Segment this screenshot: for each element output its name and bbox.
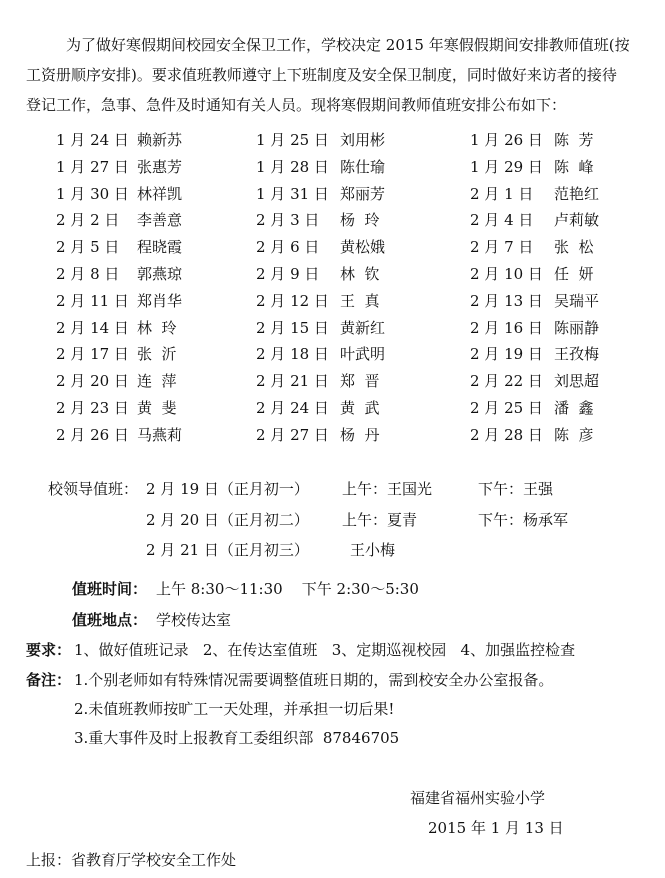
duty-date: 2 月 10 日	[470, 265, 543, 283]
duty-teacher: 刘用彬	[340, 131, 386, 149]
duty-date: 2 月 25 日	[470, 399, 543, 417]
report-line: 上报：省教育厅学校安全工作处	[26, 851, 237, 869]
duty-date: 2 月 23 日	[56, 399, 129, 417]
duty-date: 2 月 13 日	[470, 291, 543, 310]
duty-time-label: 值班时间：	[72, 580, 148, 598]
leader-pm: 下午：杨承军	[478, 511, 569, 529]
duty-teacher: 林祥凯	[137, 184, 183, 203]
duty-teacher: 赖新苏	[137, 131, 183, 149]
requirements-label: 要求：	[26, 641, 72, 659]
duty-date: 2 月 17 日	[56, 345, 129, 364]
duty-date: 2 月 15 日	[256, 318, 329, 337]
duty-date: 2 月 7 日	[470, 238, 534, 257]
duty-teacher: 陈 彦	[554, 425, 594, 444]
duty-place-value: 学校传达室	[156, 611, 232, 629]
duty-date: 1 月 29 日	[470, 157, 543, 176]
duty-date: 1 月 31 日	[256, 184, 329, 203]
duty-date: 1 月 30 日	[56, 184, 129, 203]
duty-teacher: 杨 丹	[340, 425, 380, 444]
signature-date: 2015 年 1 月 13 日	[428, 819, 564, 837]
leader-am: 上午：王国光	[342, 480, 433, 498]
duty-date: 2 月 24 日	[256, 399, 329, 417]
duty-date: 1 月 28 日	[256, 157, 329, 176]
duty-teacher: 张 沂	[137, 345, 177, 364]
duty-teacher: 王 真	[340, 291, 380, 310]
duty-teacher: 郑丽芳	[340, 184, 386, 203]
duty-date: 2 月 11 日	[56, 291, 129, 310]
leader-date: 2 月 21 日（正月初三）	[146, 541, 309, 559]
duty-teacher: 郑 晋	[340, 372, 380, 391]
duty-date: 2 月 28 日	[470, 425, 543, 444]
duty-date: 2 月 8 日	[56, 265, 120, 283]
duty-date: 2 月 27 日	[256, 425, 329, 444]
duty-teacher: 王孜梅	[554, 345, 600, 364]
duty-teacher: 程晓霞	[137, 238, 183, 257]
duty-date: 2 月 16 日	[470, 318, 543, 337]
duty-teacher: 李善意	[137, 211, 183, 230]
note-item: 2.未值班教师按旷工一天处理，并承担一切后果!	[74, 700, 395, 718]
duty-teacher: 任 妍	[554, 265, 594, 283]
duty-teacher: 潘 鑫	[554, 399, 594, 417]
duty-date: 1 月 27 日	[56, 157, 129, 176]
duty-date: 2 月 22 日	[470, 372, 543, 391]
duty-teacher: 张惠芳	[137, 157, 183, 176]
requirements-value: 1、做好值班记录 2、在传达室值班 3、定期巡视校园 4、加强监控检查	[74, 641, 576, 659]
duty-date: 2 月 21 日	[256, 372, 329, 391]
leader-date: 2 月 20 日（正月初二）	[146, 511, 309, 529]
duty-date: 1 月 24 日	[56, 131, 129, 149]
duty-teacher: 杨 玲	[340, 211, 380, 230]
duty-teacher: 陈 峰	[554, 157, 594, 176]
duty-teacher: 黄新红	[340, 318, 386, 337]
duty-date: 2 月 20 日	[56, 372, 129, 391]
duty-time-value: 上午 8:30～11:30 下午 2:30～5:30	[156, 580, 419, 598]
duty-place-label: 值班地点：	[72, 611, 148, 629]
duty-teacher: 郑肖华	[137, 291, 183, 310]
leader-am: 王小梅	[350, 541, 396, 559]
duty-date: 2 月 18 日	[256, 345, 329, 364]
signature-org: 福建省福州实验小学	[410, 789, 546, 807]
duty-date: 2 月 1 日	[470, 184, 534, 203]
duty-date: 2 月 2 日	[56, 211, 120, 230]
notes-label: 备注：	[26, 671, 72, 689]
leader-am: 上午：夏青	[342, 511, 418, 529]
duty-teacher: 郭燕琼	[137, 265, 183, 283]
note-item: 1.个别老师如有特殊情况需要调整值班日期的，需到校安全办公室报备。	[74, 671, 554, 689]
duty-teacher: 黄 斐	[137, 399, 177, 417]
duty-date: 2 月 14 日	[56, 318, 129, 337]
duty-teacher: 陈 芳	[554, 131, 594, 149]
leader-date: 2 月 19 日（正月初一）	[146, 480, 309, 498]
intro-line-3: 登记工作，急事、急件及时通知有关人员。现将寒假期间教师值班安排公布如下：	[26, 96, 567, 114]
duty-teacher: 吴瑞平	[554, 291, 600, 310]
duty-teacher: 陈仕瑜	[340, 157, 386, 176]
duty-date: 2 月 9 日	[256, 265, 320, 283]
intro-line-2: 工资册顺序安排)。要求值班教师遵守上下班制度及安全保卫制度，同时做好来访者的接待	[26, 66, 617, 84]
duty-teacher: 黄 武	[340, 399, 380, 417]
duty-teacher: 刘思超	[554, 372, 600, 391]
duty-teacher: 连 萍	[137, 372, 177, 391]
leader-duty-label: 校领导值班：	[48, 480, 139, 498]
duty-teacher: 叶武明	[340, 345, 386, 364]
duty-teacher: 张 松	[554, 238, 594, 257]
intro-line-1: 为了做好寒假期间校园安全保卫工作，学校决定 2015 年寒假假期间安排教师值班(按	[66, 36, 630, 54]
duty-date: 1 月 26 日	[470, 131, 543, 149]
duty-teacher: 陈丽静	[554, 318, 600, 337]
leader-pm: 下午：王强	[478, 480, 554, 498]
duty-teacher: 卢莉敏	[554, 211, 600, 230]
duty-date: 2 月 5 日	[56, 238, 120, 257]
duty-teacher: 黄松娥	[340, 238, 386, 257]
duty-date: 1 月 25 日	[256, 131, 329, 149]
note-item: 3.重大事件及时上报教育工委组织部 87846705	[74, 729, 400, 747]
duty-date: 2 月 6 日	[256, 238, 320, 257]
duty-date: 2 月 12 日	[256, 291, 329, 310]
duty-date: 2 月 26 日	[56, 425, 129, 444]
duty-teacher: 林 玲	[137, 318, 177, 337]
duty-teacher: 马燕莉	[137, 425, 183, 444]
duty-date: 2 月 4 日	[470, 211, 534, 230]
duty-teacher: 林 钦	[340, 265, 380, 283]
duty-date: 2 月 19 日	[470, 345, 543, 364]
duty-date: 2 月 3 日	[256, 211, 320, 230]
duty-teacher: 范艳红	[554, 184, 600, 203]
